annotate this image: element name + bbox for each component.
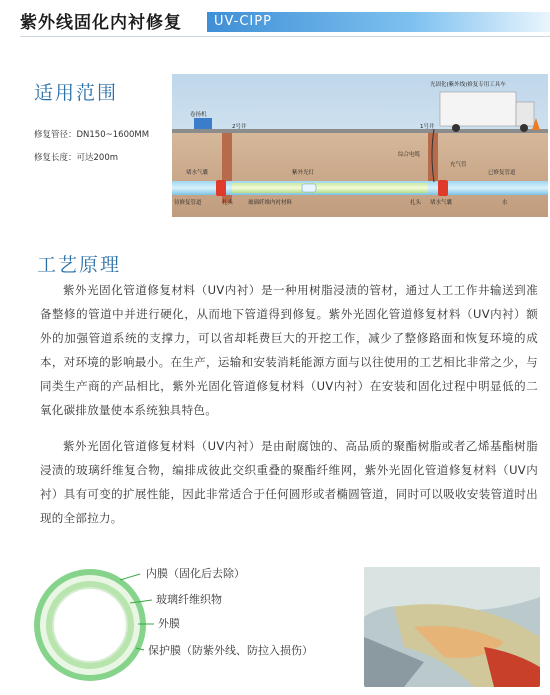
label-fiber-liner: 玻璃纤维内衬材料: [248, 200, 293, 206]
road-surface: [172, 129, 548, 133]
label-plug-airbag: 堵水气囊: [186, 170, 209, 176]
leader-line: [120, 574, 140, 580]
page-title: 紫外线固化内衬修复: [20, 13, 182, 33]
truck-body: [440, 92, 516, 126]
layer-label-protective-film: 保护膜（防紫外线、防拉入损伤）: [148, 644, 313, 657]
airbag-left: [216, 180, 226, 196]
label-well1: 1号井: [420, 124, 435, 130]
label-cable: 综合电缆: [398, 152, 421, 158]
principle-title: 工艺原理: [37, 254, 122, 276]
winch: [194, 118, 212, 129]
paragraph-text: 紫外光固化管道修复材料（UV内衬）是由耐腐蚀的、高品质的聚酯树脂或者乙烯基酯树脂浸渍的玻璃纤维复合物，编排成彼此交织重叠的聚酯纤维网，紫外光固化管道修复材料（UV内衬）具有可变的扩展性能，因此非常适合于任何圆形或者椭圆管道，同时可以吸收安装管道时出现的全部拉力。: [40, 439, 538, 525]
truck-cab: [516, 102, 534, 126]
spec-diameter: 修复管径：DN150~1600MM: [34, 130, 150, 140]
principle-paragraph-2: [40, 434, 538, 530]
header-divider: [20, 36, 550, 37]
label-cap-left: 扎头: [222, 200, 234, 206]
truck-wheel: [520, 124, 528, 132]
liner-layers-diagram: [20, 560, 360, 690]
header-tag: UV-CIPP: [214, 14, 272, 29]
principle-paragraph-1: [40, 278, 538, 422]
label-cap-right: 扎头: [410, 200, 422, 206]
paragraph-text: 紫外光固化管道修复材料（UV内衬）是一种用树脂浸渍的管材，通过人工工作井输送到准备整修的管道中并进行硬化，从而地下管道得到修复。紫外光固化管道修复材料（UV内衬）额外的加强管道系统的支撑力，可以省却耗费巨大的开挖工作，减少了整修路面和恢复环境的成本，对环境的影响最小。在生产，运输和安装消耗能源方面与以往使用的工艺相比非常之少，与同类生产商的产品相比，紫外光固化管道修复材料（UV内衬）在安装和固化过程中明显低的二氧化碳排放量使本系统独具特色。: [40, 283, 538, 417]
label-truck: 光固化(紫外线)修复专用工具车: [430, 82, 506, 88]
label-uv-lamp: 紫外光灯: [292, 170, 315, 176]
installation-diagram: [172, 74, 548, 217]
label-winch: 卷扬机: [190, 112, 207, 118]
layer-label-glass-fiber: 玻璃纤维织物: [156, 593, 222, 606]
uv-lamp: [302, 184, 316, 192]
scope-title: 适用范围: [34, 82, 119, 104]
page-header: [0, 0, 550, 42]
ring-inner: [53, 588, 127, 662]
layer-label-inner-film: 内膜（固化后去除）: [146, 567, 245, 580]
layer-label-outer-film: 外膜: [158, 617, 180, 630]
liner: [232, 183, 428, 193]
label-pipe-to-repair: 待修复管道: [174, 200, 202, 206]
label-repaired-pipe: 已修复管道: [488, 170, 516, 176]
liner-photo: [364, 567, 540, 687]
label-plug-airbag-right: 堵水气囊: [430, 200, 453, 206]
truck-wheel: [452, 124, 460, 132]
label-water: 水: [502, 200, 508, 206]
label-well2: 2号井: [232, 124, 247, 130]
label-inflate: 充气管: [450, 162, 467, 168]
spec-length: 修复长度：可达200m: [34, 153, 119, 163]
airbag-right: [438, 180, 448, 196]
